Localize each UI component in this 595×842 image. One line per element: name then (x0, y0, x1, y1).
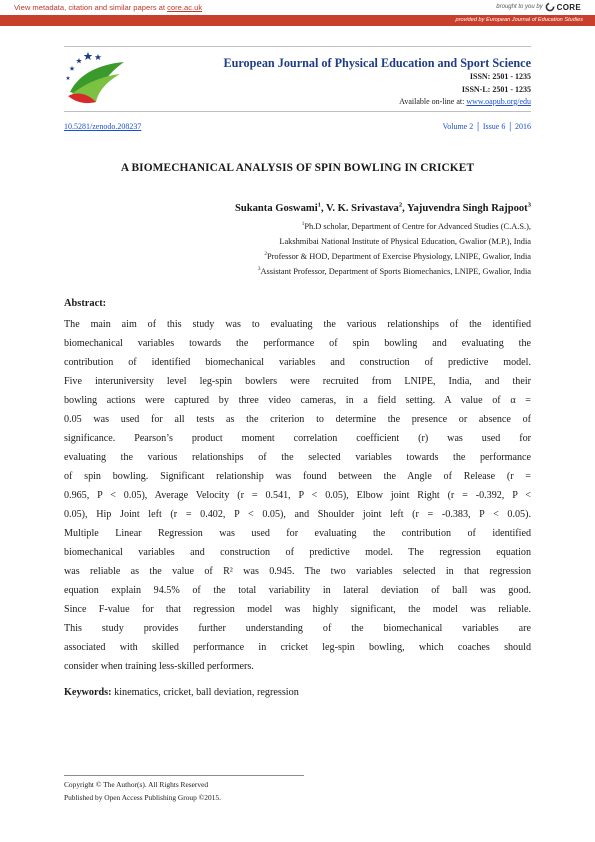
core-link-host[interactable]: core.ac.uk (167, 3, 203, 12)
abstract-line: 0.965, P < 0.05), Average Velocity (r = 0.541, P < 0.05), Elbow joint Right (r = -0.392, P < (64, 490, 531, 501)
abstract-line: Since F-value for that regression model was highly significant, the model was reliable. (64, 604, 531, 615)
core-brand-name: CORE (556, 2, 581, 12)
abstract-line: bowling actions were captured by three video cameras, in a field setting. A value of α = (64, 395, 531, 406)
abstract-line: associated with skilled performance in cricket leg-spin bowling, which coaches should (64, 642, 531, 653)
keywords (64, 687, 299, 698)
abstract-line: 0.05), Hip Joint left (r = 0.402, P < 0.05), and Shoulder joint left (r = -0.383, P < 0.05). (64, 509, 531, 520)
affiliation: $^3$Assistant Professor, Department of Sports Biomechanics, LNIPE, Gwalior, India (257, 266, 531, 276)
copyright-notice: Copyright © The Author(s). All Rights Reserved (64, 780, 209, 789)
keywords-label: Keywords: (64, 687, 112, 698)
abstract-line: This study provides further understanding of the biomechanical variables are (64, 623, 531, 634)
affiliation: $^1$Ph.D scholar, Department of Centre for Advanced Studies (C.A.S.), (301, 221, 531, 231)
author: Sukanta Goswami$^1$, (234, 201, 327, 214)
header-bottom-rule (64, 111, 531, 112)
core-logo-icon (545, 2, 555, 12)
journal-logo-icon (62, 50, 128, 110)
provided-by-bar (0, 15, 595, 26)
author: Yajuvendra Singh Rajpoot$^3$ (407, 201, 531, 214)
provided-by-text[interactable]: provided by European Journal of Education Studies (455, 16, 583, 23)
abstract-line: contribution of identified biomechanical variables and construction of predictive model. (64, 357, 531, 368)
keywords-text: kinematics, cricket, ball deviation, regression (111, 687, 299, 698)
affiliation: $^2$Professor & HOD, Department of Exercise Physiology, LNIPE, Gwalior, India (264, 251, 531, 261)
footer-rule (64, 775, 304, 776)
header-top-rule (64, 46, 531, 47)
author: V. K. Srivastava$^2$, (326, 201, 408, 214)
abstract-line: Multiple Linear Regression was used for evaluating the contribution of identified (64, 528, 531, 539)
abstract-line: equation explain 94.5% of the total variability in lateral deviation of ball was good. (64, 585, 531, 596)
online-prefix: Available on-line at: (399, 97, 465, 106)
core-brand[interactable] (496, 2, 581, 12)
abstract-body (64, 315, 531, 676)
core-link-prefix: View metadata, citation and similar papers at (14, 3, 165, 12)
doi-link[interactable]: 10.5281/zenodo.208237 (64, 122, 142, 131)
journal-title: European Journal of Physical Education and Sport Science (223, 56, 531, 70)
abstract-line: The main aim of this study was to evaluating the various relationships of the identified (64, 319, 531, 330)
abstract-line: 0.05 was used for all tests as the criterion to determine the presence or absence of (64, 414, 531, 425)
abstract-line: biomechanical variables and construction of predictive model. The regression equation (64, 547, 531, 558)
core-metadata-link[interactable] (14, 3, 202, 12)
abstract-line: consider when training less-skilled performers. (64, 661, 254, 672)
abstract-line: was reliable as the value of R² was 0.945. The two variables selected in that regression (64, 566, 531, 577)
affiliation: Lakshmibai National Institute of Physical Education, Gwalior (M.P.), India (279, 237, 531, 246)
abstract-line: evaluating the various relationships of the selected variables towards the performance (64, 452, 531, 463)
brought-by-text: brought to you by (496, 4, 543, 10)
author-list (235, 203, 531, 214)
abstract-heading: Abstract: (64, 298, 107, 309)
publisher-notice: Published by Open Access Publishing Group ©2015. (64, 793, 221, 802)
issn: ISSN: 2501 - 1235 (469, 72, 531, 81)
core-banner (0, 0, 595, 14)
volume-issue: Volume 2 │ Issue 6 │ 2016 (442, 122, 531, 131)
paper-title: A BIOMECHANICAL ANALYSIS OF SPIN BOWLING IN CRICKET (120, 162, 475, 174)
journal-url-link[interactable]: www.oapub.org/edu (466, 97, 531, 106)
abstract-line: Five interuniversity level leg-spin bowlers were recruited from LNIPE, India, and their (64, 376, 531, 387)
abstract-line: significance. Pearson’s product moment correlation coefficient (r) was used for (64, 433, 531, 444)
abstract-line: biomechanical variables towards the performance of spin bowling and evaluating the (64, 338, 531, 349)
issn-l: ISSN-L: 2501 - 1235 (461, 85, 531, 94)
abstract-line: of spin bowling. Significant relationship was found between the Angle of Release (r = (64, 471, 531, 482)
online-availability (399, 97, 531, 106)
